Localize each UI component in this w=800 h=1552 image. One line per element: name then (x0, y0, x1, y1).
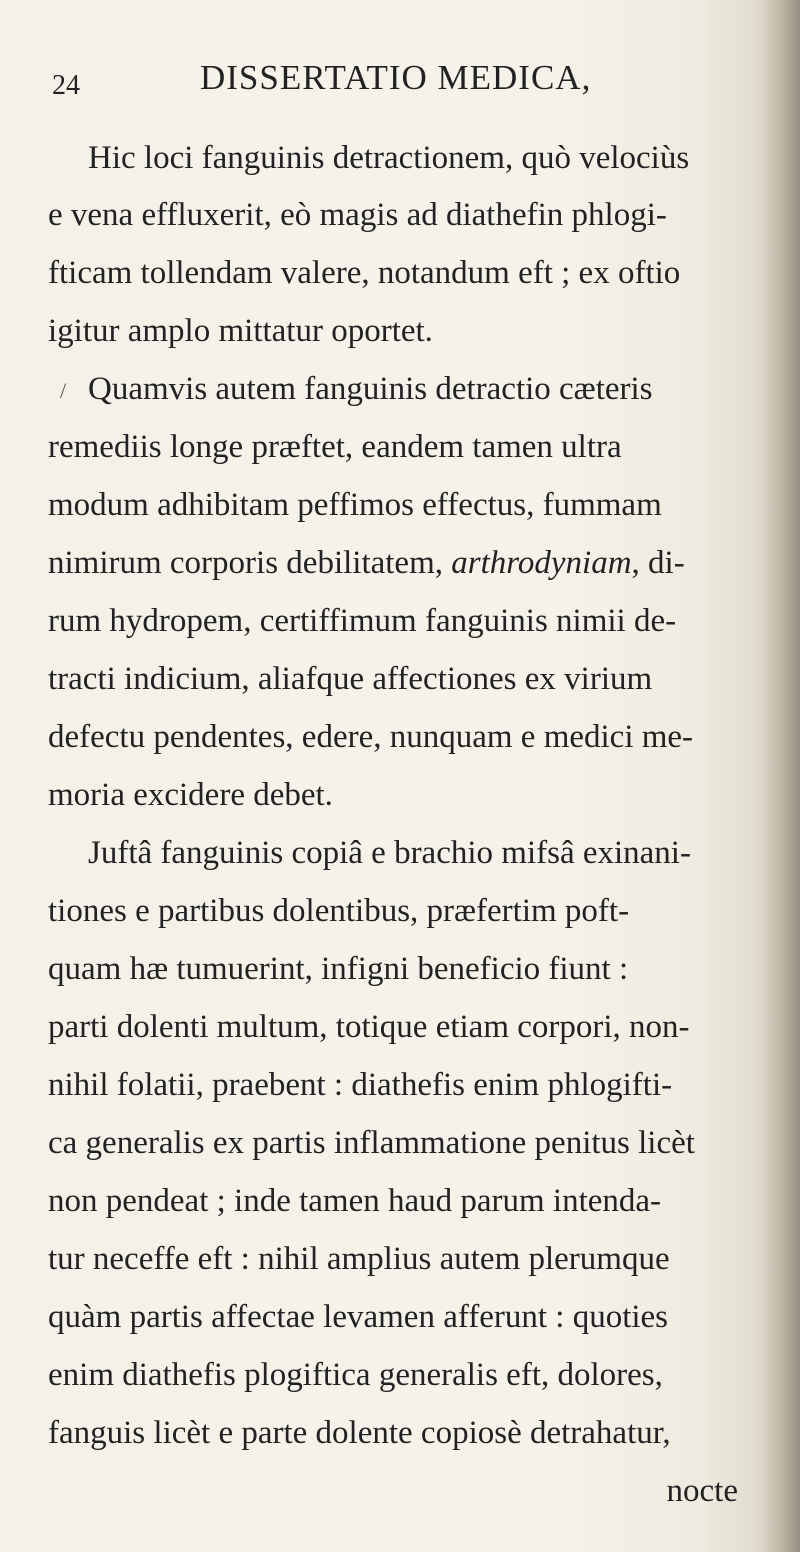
text-line: rum hydropem, certiffimum fanguinis nimii de- (48, 603, 677, 639)
margin-mark: / (60, 378, 67, 403)
text-line: defectu pendentes, edere, nunquam e medici me- (48, 719, 694, 755)
text-line: Quamvis autem fanguinis detractio cæteris (88, 371, 653, 407)
running-title: DISSERTATIO MEDICA, (200, 58, 592, 97)
text-line: ca generalis ex partis inflammatione penitus licèt (48, 1125, 695, 1161)
page-edge-shadow (760, 0, 800, 1552)
text-line: tracti indicium, aliafque affectiones ex virium (48, 661, 653, 697)
page-number: 24 (52, 70, 80, 101)
text-line: quam hæ tumuerint, infigni beneficio fiunt : (48, 951, 629, 987)
text-line: fanguis licèt e parte dolente copiosè detrahatur, (48, 1415, 671, 1451)
text-line: parti dolenti multum, totique etiam corpori, non- (48, 1009, 690, 1045)
text-line: tiones e partibus dolentibus, præfertim poft- (48, 893, 630, 929)
catchword: nocte (666, 1473, 738, 1509)
text-line: moria excidere debet. (48, 777, 333, 813)
text-line: enim diathefis plogiftica generalis eft, dolores, (48, 1357, 663, 1393)
text-line: Hic loci fanguinis detractionem, quò velociùs (88, 140, 690, 176)
text-line: nihil folatii, praebent : diathefis enim phlogifti- (48, 1067, 673, 1103)
text-line: modum adhibitam peffimos effectus, fummam (48, 487, 662, 523)
text-line (48, 545, 685, 582)
text-line: quàm partis affectae levamen afferunt : quoties (48, 1299, 669, 1335)
text-line: fticam tollendam valere, notandum eft ; ex oftio (48, 255, 681, 291)
text-line: Juftâ fanguinis copiâ e brachio mifsâ exinani- (88, 835, 691, 871)
text-line: e vena effluxerit, eò magis ad diathefin phlogi- (48, 197, 667, 233)
text-line: tur neceffe eft : nihil amplius autem plerumque (48, 1241, 670, 1277)
text-line: remediis longe præftet, eandem tamen ultra (48, 429, 622, 465)
text-line: igitur amplo mittatur oportet. (48, 313, 433, 349)
text-segment: nimirum corporis debilitatem, arthrodyniam, di- (48, 545, 685, 581)
text-line: non pendeat ; inde tamen haud parum intenda- (48, 1183, 662, 1219)
